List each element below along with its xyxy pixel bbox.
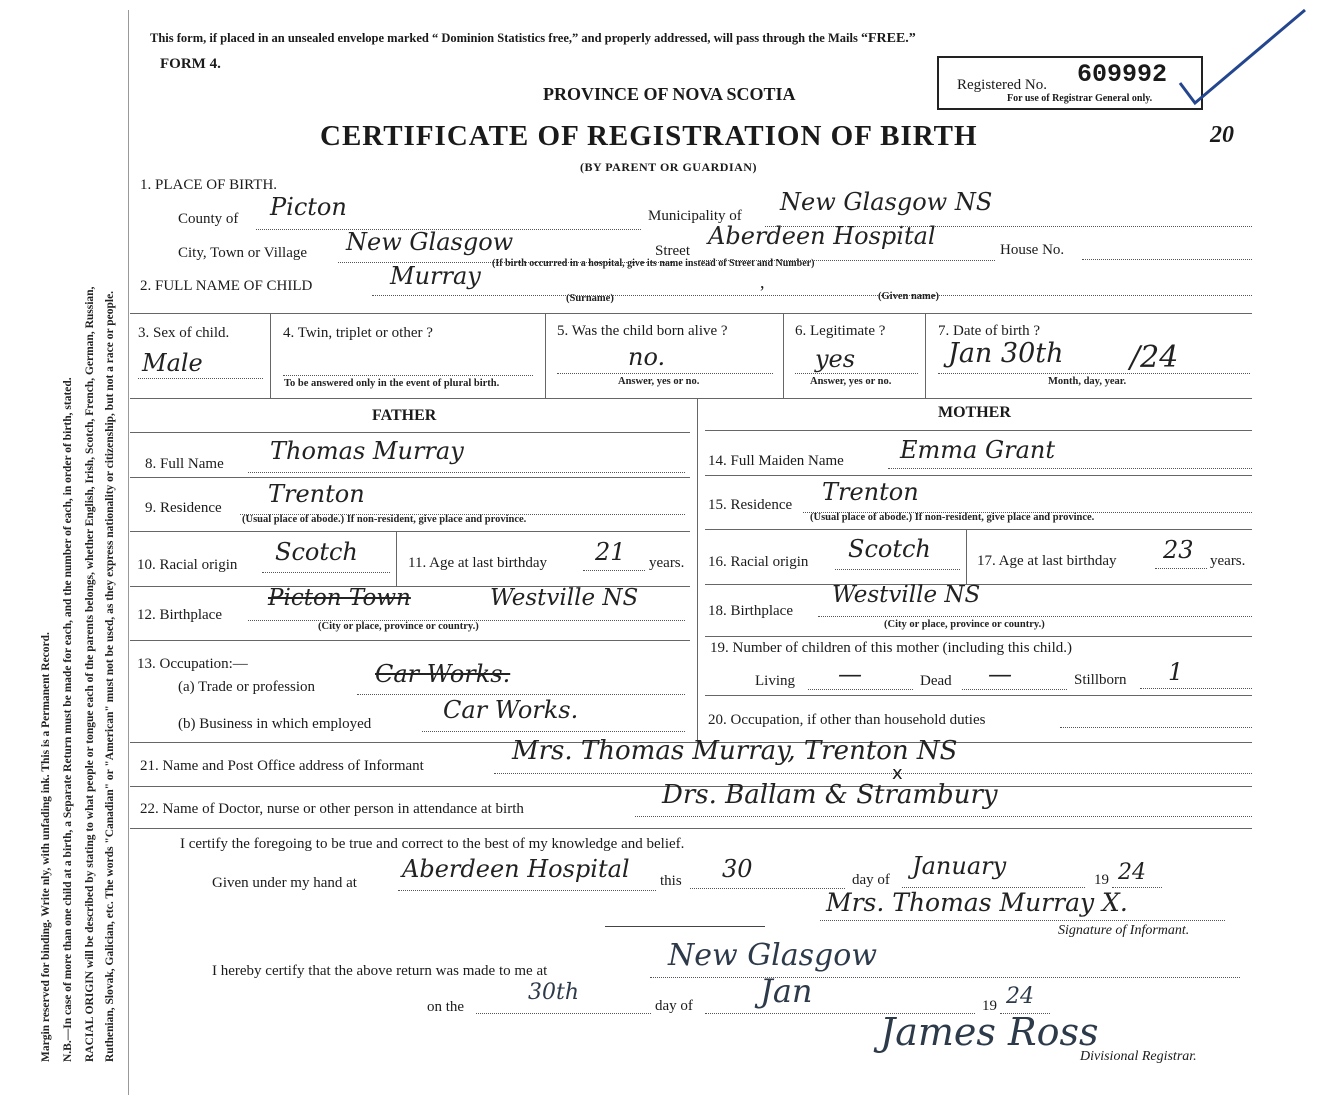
born-alive-note: Answer, yes or no. <box>618 376 700 387</box>
father-name-label: 8. Full Name <box>145 456 224 472</box>
registrar-day: 30th <box>528 980 580 1005</box>
row-divider <box>705 636 1252 637</box>
father-abode-note: (Usual place of abode.) If non-resident, give place and province. <box>242 514 527 525</box>
surname-caption: (Surname) <box>566 293 614 304</box>
father-age-value: 21 <box>595 538 626 566</box>
living-line <box>808 689 913 690</box>
father-name-line <box>248 472 685 473</box>
father-age-line <box>583 570 645 571</box>
certify-year: 24 <box>1118 860 1146 885</box>
business-line <box>422 731 685 732</box>
date-of-birth-note: Month, day, year. <box>1048 376 1127 387</box>
house-number-line <box>1082 259 1252 260</box>
date-of-birth-year: /24 <box>1130 340 1179 375</box>
father-racial-value: Scotch <box>275 538 358 566</box>
born-alive-label: 5. Was the child born alive ? <box>557 323 728 339</box>
father-residence-label: 9. Residence <box>145 500 222 516</box>
date-of-birth-value: Jan 30th <box>948 338 1064 369</box>
street-label: Street <box>655 243 690 259</box>
doctor-value: Drs. Ballam & Strambury <box>662 780 998 810</box>
mother-city-note: (City or place, province or country.) <box>884 619 1045 630</box>
father-city-note: (City or place, province or country.) <box>318 621 479 632</box>
registered-label: Registered No. <box>957 77 1047 93</box>
mother-occupation-line <box>1060 727 1252 728</box>
this-label: this <box>660 873 682 889</box>
father-birthplace-struck: Picton Town <box>268 585 411 611</box>
mother-years-label: years. <box>1210 553 1246 569</box>
father-racial-label: 10. Racial origin <box>137 557 238 573</box>
mother-heading: MOTHER <box>938 404 1011 421</box>
stillborn-label: Stillborn <box>1074 672 1127 688</box>
born-alive-value: no. <box>628 343 666 371</box>
row-divider <box>705 529 1252 530</box>
municipality-label: Municipality of <box>648 208 742 224</box>
parents-divider <box>697 398 698 742</box>
born-alive-line <box>557 373 773 374</box>
business-label: (b) Business in which employed <box>178 716 372 732</box>
children-count-label: 19. Number of children of this mother (including this child.) <box>710 640 1073 656</box>
given-under-label: Given under my hand at <box>212 875 357 891</box>
father-racial-line <box>262 572 390 573</box>
certify-month: January <box>912 852 1007 880</box>
mother-birthplace-line <box>818 616 1252 617</box>
column-divider <box>396 531 397 586</box>
father-residence-value: Trenton <box>268 480 365 508</box>
informant-label: 21. Name and Post Office address of Informant <box>140 758 424 774</box>
legitimate-line <box>795 373 918 374</box>
father-birthplace-label: 12. Birthplace <box>137 607 222 623</box>
row-divider <box>130 313 1252 314</box>
father-age-label: 11. Age at last birthday <box>408 555 547 571</box>
page-border <box>128 10 129 1095</box>
margin-note-racial-origin: RACIAL ORIGIN will be described by stating to what people or tongue each of the parents belongs, whether English, Irish, Scotch, French, German, Russian, <box>84 286 96 1062</box>
column-divider <box>270 313 271 398</box>
stillborn-value: 1 <box>1168 658 1184 686</box>
trade-value: Car Works. <box>375 660 511 688</box>
margin-note-nationality: Ruthenian, Slovak, Galician, etc. The words "Canadian" or "American" must not be used, as they express nationality or citizenship, but not a race or people. <box>104 290 116 1062</box>
mother-residence-value: Trenton <box>822 478 919 506</box>
street-value: Aberdeen Hospital <box>708 222 936 250</box>
sex-label: 3. Sex of child. <box>138 325 230 341</box>
mother-name-value: Emma Grant <box>900 436 1056 464</box>
row-divider <box>705 475 1252 476</box>
row-divider <box>705 430 1252 431</box>
registered-number-box <box>937 56 1203 110</box>
province-heading: PROVINCE OF NOVA SCOTIA <box>543 84 796 104</box>
registrar-place-line <box>650 977 1240 978</box>
dead-label: Dead <box>920 673 952 689</box>
mother-occupation-label: 20. Occupation, if other than household duties <box>708 712 986 728</box>
form-number: FORM 4. <box>160 56 221 72</box>
registrar-signature: James Ross <box>880 1010 1099 1054</box>
informant-line <box>494 773 1252 774</box>
row-divider <box>130 640 690 641</box>
date-of-birth-label: 7. Date of birth ? <box>938 323 1041 339</box>
informant-signature: Mrs. Thomas Murray X. <box>826 888 1128 917</box>
living-value: — <box>838 660 862 688</box>
mother-age-line <box>1155 568 1207 569</box>
mother-abode-note: (Usual place of abode.) If non-resident, give place and province. <box>810 512 1095 523</box>
registrar-note: For use of Registrar General only. <box>1007 93 1153 104</box>
legitimate-label: 6. Legitimate ? <box>795 323 886 339</box>
twin-note: To be answered only in the event of plural birth. <box>284 378 500 389</box>
margin-note-binding: Margin reserved for binding. Write nly, with unfading ink. This is a Permanent Record. <box>40 632 52 1062</box>
twin-line <box>283 375 533 376</box>
mail-notice: This form, if placed in an unsealed envelope marked “ Dominion Statistics free,” and properly addressed, will pass through the Mails “FREE.” <box>150 31 916 46</box>
mother-racial-line <box>835 569 960 570</box>
child-surname: Murray <box>390 262 481 290</box>
father-name-value: Thomas Murray <box>270 437 464 465</box>
city-label: City, Town or Village <box>178 245 308 261</box>
informant-signature-label: Signature of Informant. <box>1058 923 1190 938</box>
father-birthplace-value: Westville NS <box>490 585 639 611</box>
column-divider <box>545 313 546 398</box>
father-heading: FATHER <box>372 407 437 424</box>
father-years-label: years. <box>649 555 685 571</box>
informant-mark: x <box>892 763 903 784</box>
certify-day-of-label: day of <box>852 872 890 888</box>
doctor-label: 22. Name of Doctor, nurse or other person in attendance at birth <box>140 801 524 817</box>
mother-birthplace-label: 18. Birthplace <box>708 603 793 619</box>
column-divider <box>783 313 784 398</box>
mother-birthplace-value: Westville NS <box>832 582 981 608</box>
informant-value: Mrs. Thomas Murray, Trenton NS <box>512 736 958 766</box>
mother-age-value: 23 <box>1163 536 1194 564</box>
mother-racial-label: 16. Racial origin <box>708 554 809 570</box>
living-label: Living <box>755 673 795 689</box>
mother-residence-label: 15. Residence <box>708 497 793 513</box>
given-place-line <box>398 890 656 891</box>
row-divider <box>130 828 1252 829</box>
margin-note-multiple-births: N.B.—In case of more than one child at a birth, a Separate Return must be made for each, and the number of each, in order of birth, stated. <box>62 377 74 1062</box>
certify-day: 30 <box>722 855 753 883</box>
given-name-caption: (Given name) <box>878 291 939 302</box>
divisional-registrar-label: Divisional Registrar. <box>1080 1049 1197 1064</box>
mother-name-line <box>888 468 1252 469</box>
sex-value: Male <box>142 349 203 377</box>
certificate-title: CERTIFICATE OF REGISTRATION OF BIRTH <box>320 120 978 152</box>
trade-line <box>357 694 685 695</box>
dead-value: — <box>988 660 1012 688</box>
corner-mark: 20 <box>1210 122 1234 148</box>
certify-year-prefix: 19 <box>1094 872 1109 888</box>
stillborn-line <box>1140 688 1252 689</box>
row-divider <box>130 531 690 532</box>
county-value: Picton <box>270 193 347 221</box>
house-number-label: House No. <box>1000 242 1065 258</box>
row-divider <box>705 695 1252 696</box>
informant-signature-line <box>820 920 1225 921</box>
registrar-day-of-label: day of <box>655 998 693 1014</box>
column-divider <box>966 529 967 584</box>
hospital-note: (If birth occurred in a hospital, give its name instead of Street and Number) <box>492 258 815 269</box>
doctor-line <box>635 816 1252 817</box>
registered-number: 609992 <box>1077 60 1168 89</box>
column-divider <box>925 313 926 398</box>
certify-day-line <box>690 888 845 889</box>
name-comma: , <box>760 272 765 292</box>
registrar-on-label: on the <box>427 999 465 1015</box>
check-mark-icon <box>1175 5 1315 110</box>
legitimate-value: yes <box>815 345 856 373</box>
legitimate-note: Answer, yes or no. <box>810 376 892 387</box>
county-label: County of <box>178 211 239 227</box>
registrar-place: New Glasgow <box>668 938 878 973</box>
registrar-day-line <box>476 1013 651 1014</box>
registrar-month: Jan <box>760 972 813 1010</box>
child-name-line <box>372 295 1252 296</box>
city-value: New Glasgow <box>346 228 514 256</box>
municipality-value: New Glasgow NS <box>780 188 993 216</box>
mother-name-label: 14. Full Maiden Name <box>708 453 844 469</box>
sex-line <box>138 378 263 379</box>
trade-label: (a) Trade or profession <box>178 679 316 695</box>
registrar-statement: I hereby certify that the above return was made to me at <box>212 963 548 979</box>
dead-line <box>962 689 1067 690</box>
child-name-label: 2. FULL NAME OF CHILD <box>140 278 313 294</box>
mother-age-label: 17. Age at last birthday <box>977 553 1117 569</box>
row-divider <box>130 398 1252 399</box>
registrar-year-prefix: 19 <box>982 998 997 1014</box>
signature-rule <box>605 926 765 927</box>
registrar-year: 24 <box>1006 984 1034 1009</box>
twin-label: 4. Twin, triplet or other ? <box>283 325 433 341</box>
certify-statement: I certify the foregoing to be true and correct to the best of my knowledge and belief. <box>180 836 685 852</box>
row-divider <box>130 432 690 433</box>
date-of-birth-line <box>938 373 1250 374</box>
business-value: Car Works. <box>443 696 579 724</box>
given-place-value: Aberdeen Hospital <box>402 855 630 883</box>
certificate-subtitle: (BY PARENT OR GUARDIAN) <box>580 160 757 174</box>
place-of-birth-label: 1. PLACE OF BIRTH. <box>140 177 278 193</box>
row-divider <box>130 477 690 478</box>
mother-racial-value: Scotch <box>848 535 931 563</box>
occupation-label: 13. Occupation:— <box>137 656 248 672</box>
